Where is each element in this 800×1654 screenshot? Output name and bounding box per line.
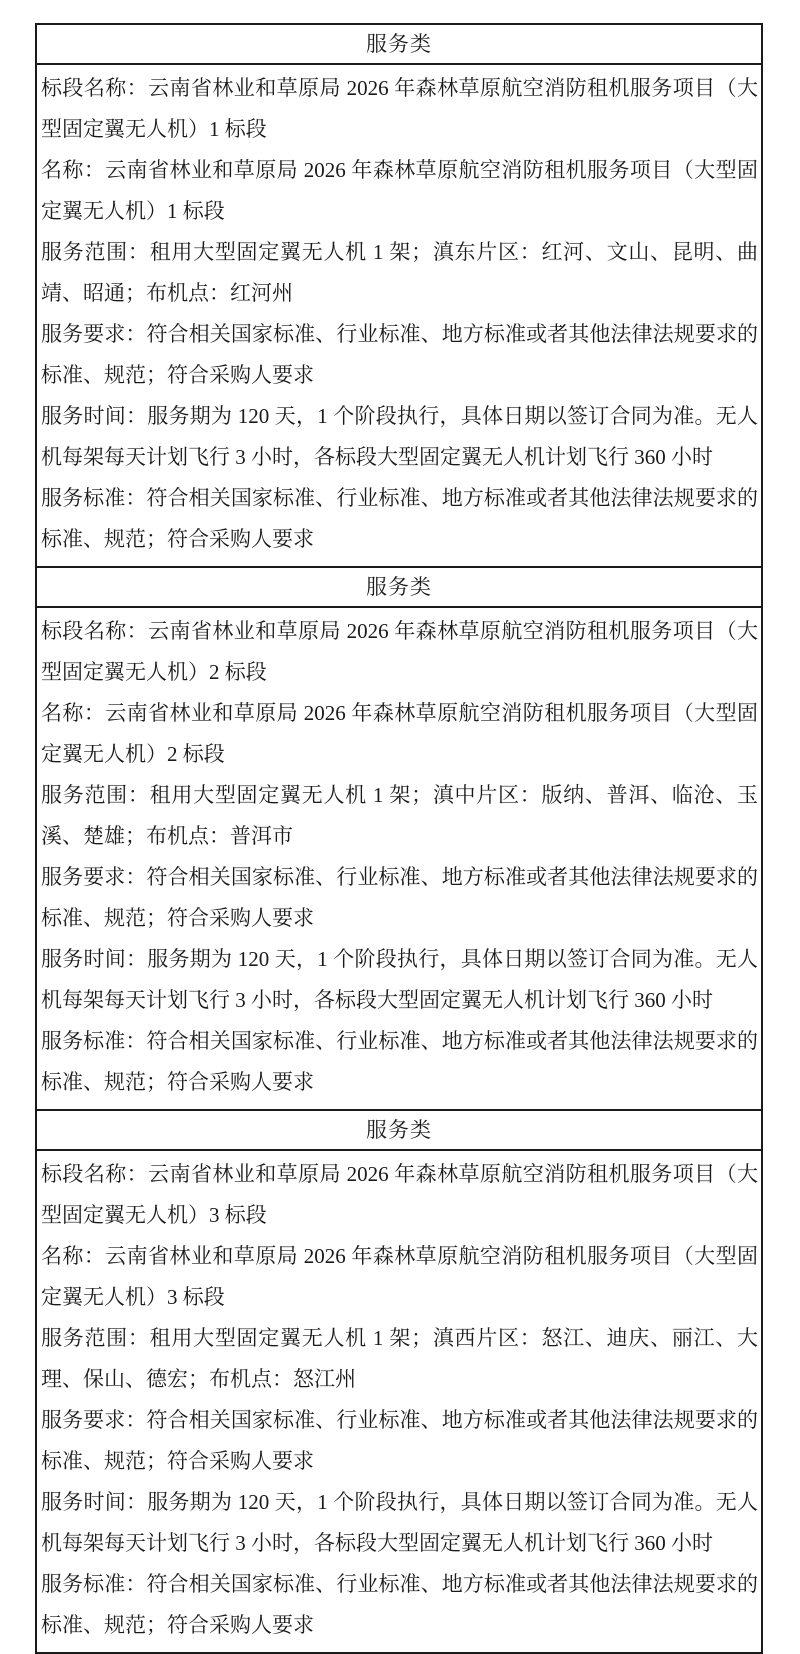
bid-section-3 [37, 1109, 761, 1652]
service-category-header: 服务类 [37, 1109, 761, 1151]
project-name: 名称：云南省林业和草原局 2026 年森林草原航空消防租机服务项目（大型固定翼无人机）3 标段 [41, 1244, 758, 1309]
bid-section-name: 标段名称：云南省林业和草原局 2026 年森林草原航空消防租机服务项目（大型固定翼无人机）3 标段 [41, 1162, 758, 1227]
bid-section-3-details [37, 1151, 761, 1652]
bid-section-1-details [37, 65, 761, 566]
service-standard: 服务标准：符合相关国家标准、行业标准、地方标准或者其他法律法规要求的标准、规范；符合采购人要求 [41, 1029, 758, 1094]
procurement-service-table [35, 23, 763, 1654]
service-time: 服务时间：服务期为 120 天，1 个阶段执行，具体日期以签订合同为准。无人机每架每天计划飞行 3 小时，各标段大型固定翼无人机计划飞行 360 小时 [41, 404, 758, 469]
service-scope: 服务范围：租用大型固定翼无人机 1 架；滇西片区：怒江、迪庆、丽江、大理、保山、德宏；布机点：怒江州 [41, 1326, 758, 1391]
service-standard: 服务标准：符合相关国家标准、行业标准、地方标准或者其他法律法规要求的标准、规范；符合采购人要求 [41, 1572, 758, 1637]
service-requirements: 服务要求：符合相关国家标准、行业标准、地方标准或者其他法律法规要求的标准、规范；符合采购人要求 [41, 865, 758, 930]
bid-section-1 [37, 25, 761, 566]
service-category-header: 服务类 [37, 566, 761, 608]
bid-section-2 [37, 566, 761, 1109]
service-scope: 服务范围：租用大型固定翼无人机 1 架；滇东片区：红河、文山、昆明、曲靖、昭通；布机点：红河州 [41, 240, 758, 305]
service-scope: 服务范围：租用大型固定翼无人机 1 架；滇中片区：版纳、普洱、临沧、玉溪、楚雄；布机点：普洱市 [41, 783, 758, 848]
project-name: 名称：云南省林业和草原局 2026 年森林草原航空消防租机服务项目（大型固定翼无人机）2 标段 [41, 701, 758, 766]
service-requirements: 服务要求：符合相关国家标准、行业标准、地方标准或者其他法律法规要求的标准、规范；符合采购人要求 [41, 322, 758, 387]
bid-section-name: 标段名称：云南省林业和草原局 2026 年森林草原航空消防租机服务项目（大型固定翼无人机）1 标段 [41, 76, 758, 141]
service-time: 服务时间：服务期为 120 天，1 个阶段执行，具体日期以签订合同为准。无人机每架每天计划飞行 3 小时，各标段大型固定翼无人机计划飞行 360 小时 [41, 947, 758, 1012]
bid-section-2-details [37, 608, 761, 1109]
service-standard: 服务标准：符合相关国家标准、行业标准、地方标准或者其他法律法规要求的标准、规范；符合采购人要求 [41, 486, 758, 551]
bid-section-name: 标段名称：云南省林业和草原局 2026 年森林草原航空消防租机服务项目（大型固定翼无人机）2 标段 [41, 619, 758, 684]
service-category-header: 服务类 [37, 25, 761, 65]
project-name: 名称：云南省林业和草原局 2026 年森林草原航空消防租机服务项目（大型固定翼无人机）1 标段 [41, 158, 758, 223]
service-time: 服务时间：服务期为 120 天，1 个阶段执行，具体日期以签订合同为准。无人机每架每天计划飞行 3 小时，各标段大型固定翼无人机计划飞行 360 小时 [41, 1490, 758, 1555]
service-requirements: 服务要求：符合相关国家标准、行业标准、地方标准或者其他法律法规要求的标准、规范；符合采购人要求 [41, 1408, 758, 1473]
